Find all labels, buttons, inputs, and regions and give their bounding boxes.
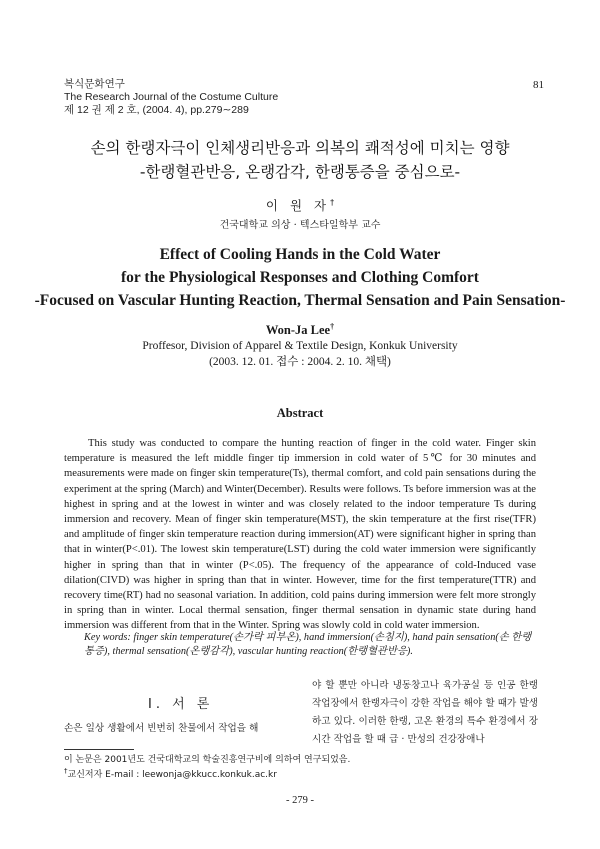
body-text-left: 손은 일상 생활에서 빈번히 찬물에서 작업을 해 bbox=[64, 723, 259, 734]
journal-volume: 제 12 권 제 2 호, (2004. 4), pp.279∼289 bbox=[64, 104, 249, 116]
keywords: Key words: finger skin temperature(손가락 피부온), hand immersion(손침지), hand pain sensation(손 한랭통증), thermal sensation(온랭감각), vascular hunting reaction(한랭혈관반응). bbox=[84, 632, 532, 657]
author-kr-mark: † bbox=[330, 197, 335, 207]
footnote-2-text: 교신저자 E-mail : leewonja@kkucc.konkuk.ac.kr bbox=[67, 770, 277, 780]
title-en-line3: -Focused on Vascular Hunting Reaction, Thermal Sensation and Pain Sensation- bbox=[34, 292, 566, 309]
page-number: 81 bbox=[533, 79, 544, 91]
author-kr-name: 이 원 자 bbox=[265, 198, 331, 213]
affiliation-en-text: Proffesor, Division of Apparel & Textile Design, Konkuk University bbox=[142, 340, 458, 352]
author-en bbox=[0, 322, 600, 338]
title-en bbox=[0, 243, 600, 312]
body-text-right: 야 할 뿐만 아니라 냉동창고나 육가공실 등 인공 한랭 작업장에서 한랭자극이 강한 작업을 해야 할 때가 발생하고 있다. 이러한 한랭, 고온 환경의 특수 환경에서 장시간 작업을 할 때 급 · 만성의 건강장애나 bbox=[312, 680, 538, 745]
title-en-line1: Effect of Cooling Hands in the Cold Water bbox=[159, 246, 441, 263]
footer-page-number: - 279 - bbox=[286, 795, 314, 806]
affiliation-en bbox=[0, 338, 600, 370]
abstract-text: This study was conducted to compare the hunting reaction of finger in the cold water. Finger skin temperature is measured the left middle finger tip immersion in cold water of 5℃ for 30 minutes and measurements were made on finger skin temperature(Ts), thermal comfort, and cold pain sensations during the experiment at the spring (March) and Winter(December). Results were follows. Ts before immersion was at the highest in spring and at the lowest in winter and was closely related to the indoor temperature Ts during immersion and recovery. Mean of finger skin temperature(MST), the skin temperature at the first rise(TFR) and amplitude of finger skin temperature reaction during immersion(AT) were significant higher in spring than that in winter(P<.01). The lowest skin temperature(LST) during the cold water immersion were significantly higher in spring than that in winter (P<.05). The frequency of the appearance of cold-Induced vase dilation(CIVD) was higher in spring than that in winter. However, time for the first temperature(TTR) and recovery time(RT) had no seasonal variation. In addition, cold pains during immersion were felt more strongly in spring than in winter. Local thermal sensation, finger thermal sensation in dynamic state during hand immersion was different from that in the Winter. Spring was slowly cold in cold water immersion. bbox=[64, 438, 536, 632]
title-kr-line2: -한랭혈관반응, 온랭감각, 한랭통증을 중심으로- bbox=[139, 163, 461, 181]
footnote-2 bbox=[64, 766, 277, 781]
author-en-mark: † bbox=[330, 322, 335, 331]
abstract-heading: Abstract bbox=[276, 406, 324, 420]
title-kr bbox=[0, 136, 600, 184]
footnote-rule bbox=[64, 749, 134, 750]
journal-name-kr: 복식문화연구 bbox=[64, 78, 125, 90]
section-heading: Ⅰ. 서 론 bbox=[148, 697, 214, 712]
title-kr-line1: 손의 한랭자극이 인체생리반응과 의복의 쾌적성에 미치는 영향 bbox=[90, 139, 510, 157]
affiliation-kr: 건국대학교 의상 · 텍스타일학부 교수 bbox=[219, 220, 381, 231]
footnote-1: 이 논문은 2001년도 건국대학교의 학술진흥연구비에 의하여 연구되었음. bbox=[64, 755, 351, 765]
title-en-line2: for the Physiological Responses and Clothing Comfort bbox=[121, 269, 479, 286]
journal-name-en: The Research Journal of the Costume Culture bbox=[64, 91, 279, 103]
author-kr bbox=[0, 196, 600, 214]
received-dates: (2003. 12. 01. 접수 : 2004. 2. 10. 채택) bbox=[209, 356, 391, 368]
author-en-name: Won-Ja Lee bbox=[265, 323, 331, 338]
footnote-2-mark: † bbox=[64, 767, 68, 775]
journal-header bbox=[64, 78, 278, 117]
